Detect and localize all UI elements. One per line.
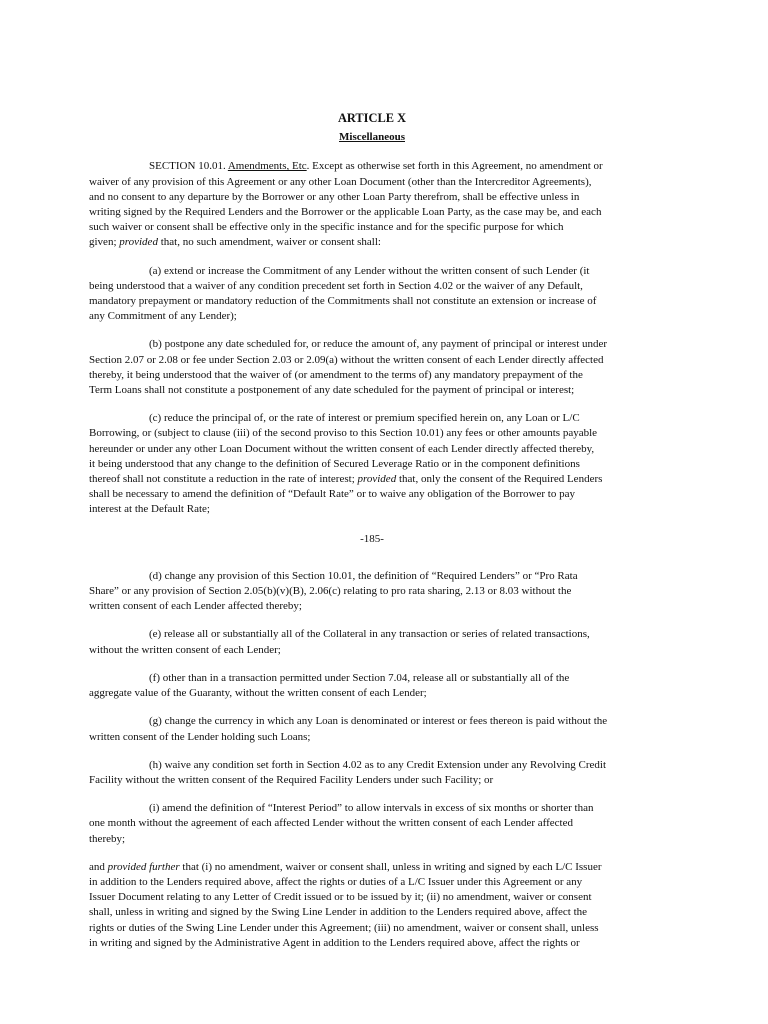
section-heading: Amendments, Etc bbox=[227, 160, 307, 173]
clause-line: (d) change any provision of this Section 10.01, the definition of “Required Lenders” or “Pro Rata bbox=[149, 569, 578, 582]
clause-line: thereby, it being understood that the waiver of (or amendment to the terms of) any mandatory prepayment of the bbox=[89, 368, 583, 381]
clause-line: written consent of the Lender holding such Loans; bbox=[89, 730, 311, 743]
intro-line: writing signed by the Required Lenders and the Borrower or the applicable Loan Party, as the case may be, and each bbox=[89, 206, 602, 219]
clause-i bbox=[89, 801, 655, 847]
proviso-text: that (i) no amendment, waiver or consent shall, unless in writing and signed by each L/C Issuer bbox=[179, 860, 602, 873]
clause-g bbox=[89, 714, 655, 744]
proviso-line bbox=[89, 860, 655, 875]
intro-line-text: . Except as otherwise set forth in this Agreement, no amendment or bbox=[306, 160, 603, 173]
clause-line: one month without the agreement of each affected Lender without the written consent of each Lender affected bbox=[89, 817, 573, 830]
intro-line: waiver of any provision of this Agreement or any other Loan Document (other than the Intercreditor Agreements), bbox=[89, 175, 592, 188]
clause-line: aggregate value of the Guaranty, without the written consent of each Lender; bbox=[89, 687, 427, 700]
clause-line: it being understood that any change to the definition of Secured Leverage Ratio or in the component definitions bbox=[89, 457, 580, 470]
clause-line: hereunder or under any other Loan Document without the written consent of each Lender directly affected thereby, bbox=[89, 442, 595, 455]
clause-line: Facility without the written consent of the Required Facility Lenders under such Facility; or bbox=[89, 773, 494, 786]
clause-line: (i) amend the definition of “Interest Period” to allow intervals in excess of six months or shorter than bbox=[149, 802, 594, 815]
clause-a bbox=[89, 264, 655, 325]
clause-line: (e) release all or substantially all of the Collateral in any transaction or series of related transactions, bbox=[149, 628, 590, 641]
clause-f bbox=[89, 671, 655, 701]
intro-line bbox=[89, 159, 655, 174]
proviso-further bbox=[89, 860, 655, 951]
proviso-line: shall, unless in writing and signed by the Swing Line Lender in addition to the Lenders required above, affect the bbox=[89, 906, 588, 919]
clause-line: (h) waive any condition set forth in Section 4.02 as to any Credit Extension under any Revolving Credit bbox=[149, 758, 607, 771]
clause-line: Term Loans shall not constitute a postponement of any date scheduled for the payment of principal or interest; bbox=[89, 384, 575, 397]
clause-line: Section 2.07 or 2.08 or fee under Section 2.03 or 2.09(a) without the written consent of each Lender directly affected bbox=[89, 353, 604, 366]
clause-text: thereof shall not constitute a reduction in the rate of interest; bbox=[89, 473, 358, 486]
intro-line bbox=[89, 235, 655, 250]
clause-line: mandatory prepayment or mandatory reduction of the Commitments shall not constitute an extension or increase of bbox=[89, 295, 597, 308]
clause-h bbox=[89, 758, 655, 788]
section-number: SECTION 10.01. bbox=[149, 160, 228, 173]
document-body bbox=[89, 111, 655, 964]
intro-line: such waiver or consent shall be effective only in the specific instance and for the specific purpose for which bbox=[89, 221, 564, 234]
clause-line: (f) other than in a transaction permitted under Section 7.04, release all or substantially all of the bbox=[149, 671, 570, 684]
clause-c bbox=[89, 411, 655, 517]
article-title: ARTICLE X bbox=[337, 111, 407, 125]
clause-e bbox=[89, 627, 655, 657]
intro-text: given; bbox=[89, 236, 120, 249]
article-subtitle: Miscellaneous bbox=[339, 131, 405, 144]
clause-line: (a) extend or increase the Commitment of any Lender without the written consent of such Lender (it bbox=[149, 264, 590, 277]
clause-line: (c) reduce the principal of, or the rate of interest or premium specified herein on, any Loan or L/C bbox=[149, 412, 580, 425]
intro-text: that, no such amendment, waiver or consent shall: bbox=[157, 236, 381, 249]
section-10-01-intro bbox=[89, 159, 655, 250]
clause-b bbox=[89, 337, 655, 398]
proviso-line: in addition to the Lenders required above, affect the rights or duties of a L/C Issuer under this Agreement or any bbox=[89, 875, 583, 888]
clause-line: without the written consent of each Lender; bbox=[89, 643, 281, 656]
clause-line: Share” or any provision of Section 2.05(b)(v)(B), 2.06(c) relating to pro rata sharing, 2.13 or 8.03 without the bbox=[89, 585, 572, 598]
proviso-line: Issuer Document relating to any Letter of Credit issued or to be issued by it; (ii) no amendment, waiver or consent bbox=[89, 891, 592, 904]
clause-line: (b) postpone any date scheduled for, or reduce the amount of, any payment of principal or interest under bbox=[149, 338, 608, 351]
clause-d bbox=[89, 569, 655, 615]
clause-line: written consent of each Lender affected thereby; bbox=[89, 600, 302, 613]
clause-line: thereby; bbox=[89, 832, 126, 845]
intro-line: and no consent to any departure by the Borrower or any other Loan Party therefrom, shall be effective unless in bbox=[89, 190, 580, 203]
clause-text: that, only the consent of the Required Lenders bbox=[396, 473, 603, 486]
clause-line: any Commitment of any Lender); bbox=[89, 310, 237, 323]
proviso-term: provided bbox=[357, 473, 397, 486]
proviso-term: provided further bbox=[107, 860, 180, 873]
proviso-text: and bbox=[89, 860, 108, 873]
clause-line: Borrowing, or (subject to clause (iii) of the second proviso to this Section 10.01) any fees or other amounts payable bbox=[89, 427, 598, 440]
proviso-line: in writing and signed by the Administrative Agent in addition to the Lenders required above, affect the rights or bbox=[89, 936, 580, 949]
clause-line: (g) change the currency in which any Loan is denominated or interest or fees thereon is paid without the bbox=[149, 715, 608, 728]
clause-line: shall be necessary to amend the definition of “Default Rate” or to waive any obligation of the Borrower to pay bbox=[89, 488, 575, 501]
page-number: -185- bbox=[360, 532, 384, 545]
proviso-line: rights or duties of the Swing Line Lender under this Agreement; (iii) no amendment, waiver or consent shall, unless bbox=[89, 921, 599, 934]
clause-line: interest at the Default Rate; bbox=[89, 503, 210, 516]
proviso-term: provided bbox=[119, 236, 158, 249]
clause-line bbox=[89, 472, 655, 487]
clause-line: being understood that a waiver of any condition precedent set forth in Section 4.02 or the waiver of any Default, bbox=[89, 279, 583, 292]
